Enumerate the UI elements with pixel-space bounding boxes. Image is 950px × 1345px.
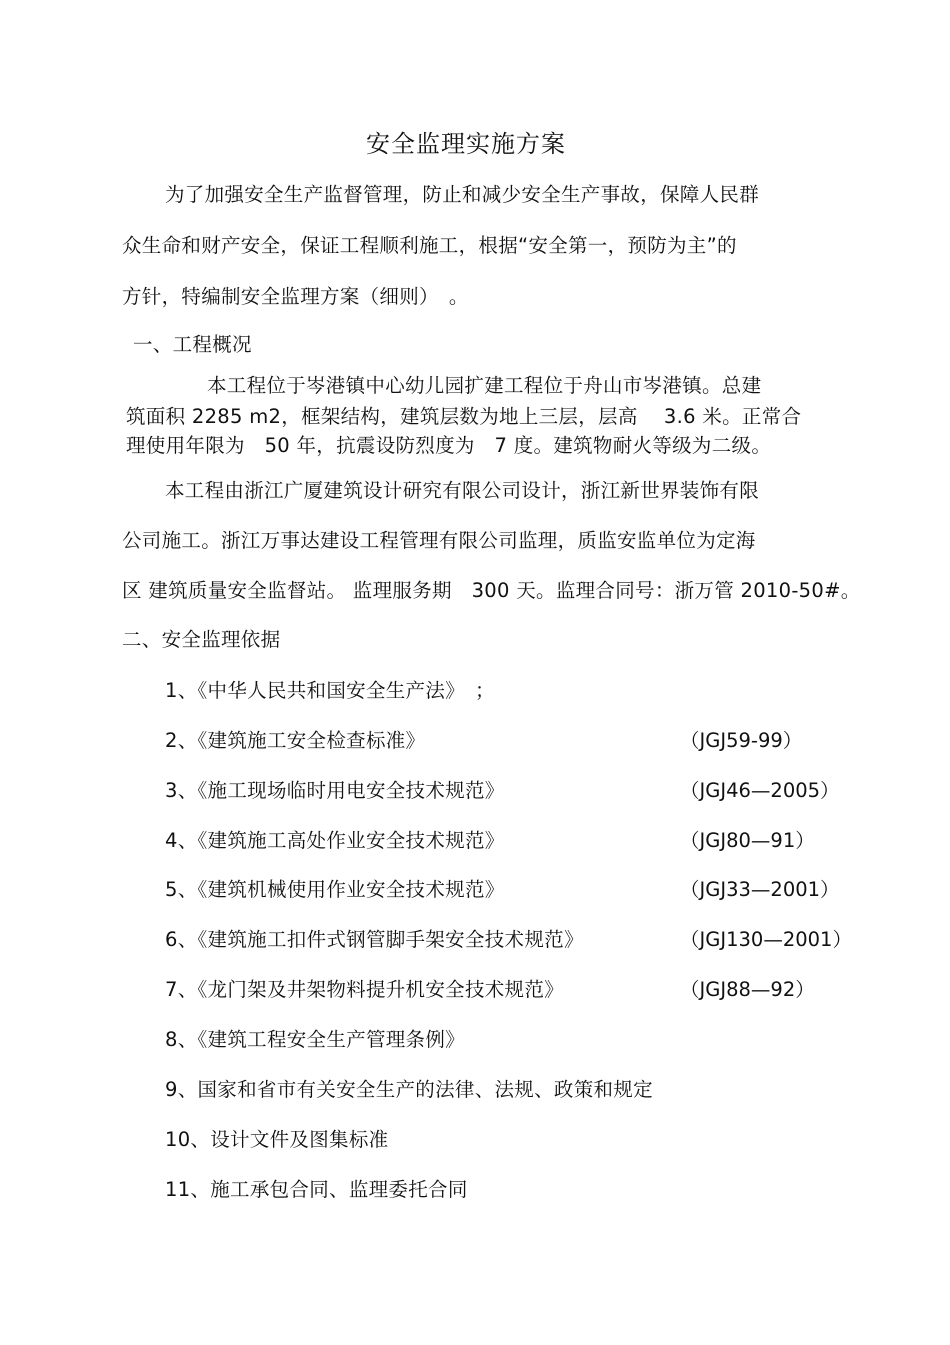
intro-line-3: 方针，特编制安全监理方案（细则） 。 [122,285,469,308]
basis-item-4-code: （JGJ80—91） [680,829,815,852]
basis-item-3-code: （JGJ46—2005） [680,779,840,802]
basis-item-8: 8、《建筑工程安全生产管理条例》 [165,1028,465,1051]
basis-item-2-code: （JGJ59-99） [680,729,803,752]
section1-para1-line-2: 筑面积 2285 m2，框架结构，建筑层数为地上三层，层高 3.6 米。正常合 [126,405,802,428]
basis-item-11: 11、施工承包合同、监理委托合同 [165,1178,468,1201]
basis-item-1: 1、《中华人民共和国安全生产法》 ； [165,679,495,702]
basis-item-10: 10、设计文件及图集标准 [165,1128,389,1151]
basis-item-4: 4、《建筑施工高处作业安全技术规范》 [165,829,505,852]
intro-line-1: 为了加强安全生产监督管理，防止和减少安全生产事故，保障人民群 [165,183,760,206]
section1-para1-line-3: 理使用年限为 50 年，抗震设防烈度为 7 度。建筑物耐火等级为二级。 [126,434,772,457]
section1-para2-line-1: 本工程由浙江广厦建筑设计研究有限公司设计，浙江新世界装饰有限 [165,479,760,502]
basis-item-7-code: （JGJ88—92） [680,978,815,1001]
basis-item-6: 6、《建筑施工扣件式钢管脚手架安全技术规范》 [165,928,584,951]
document-title: 安全监理实施方案 [366,130,566,158]
basis-item-5-code: （JGJ33—2001） [680,878,840,901]
basis-item-7: 7、《龙门架及井架物料提升机安全技术规范》 [165,978,564,1001]
section1-para2-line-2: 公司施工。浙江万事达建设工程管理有限公司监理，质监安监单位为定海 [122,529,756,552]
section1-heading: 一、工程概况 [133,333,252,356]
section2-heading: 二、安全监理依据 [122,628,281,651]
basis-item-2: 2、《建筑施工安全检查标准》 [165,729,426,752]
basis-item-6-code: （JGJ130—2001） [680,928,852,951]
section1-para2-line-3: 区 建筑质量安全监督站。 监理服务期 300 天。监理合同号：浙万管 2010-50#。 [122,579,861,602]
basis-item-3: 3、《施工现场临时用电安全技术规范》 [165,779,505,802]
intro-line-2: 众生命和财产安全，保证工程顺利施工，根据“安全第一，预防为主”的 [122,234,737,257]
basis-item-5: 5、《建筑机械使用作业安全技术规范》 [165,878,505,901]
section1-para1-line-1: 本工程位于岑港镇中心幼儿园扩建工程位于舟山市岑港镇。总建 [207,374,762,397]
basis-item-9: 9、国家和省市有关安全生产的法律、法规、政策和规定 [165,1078,653,1101]
